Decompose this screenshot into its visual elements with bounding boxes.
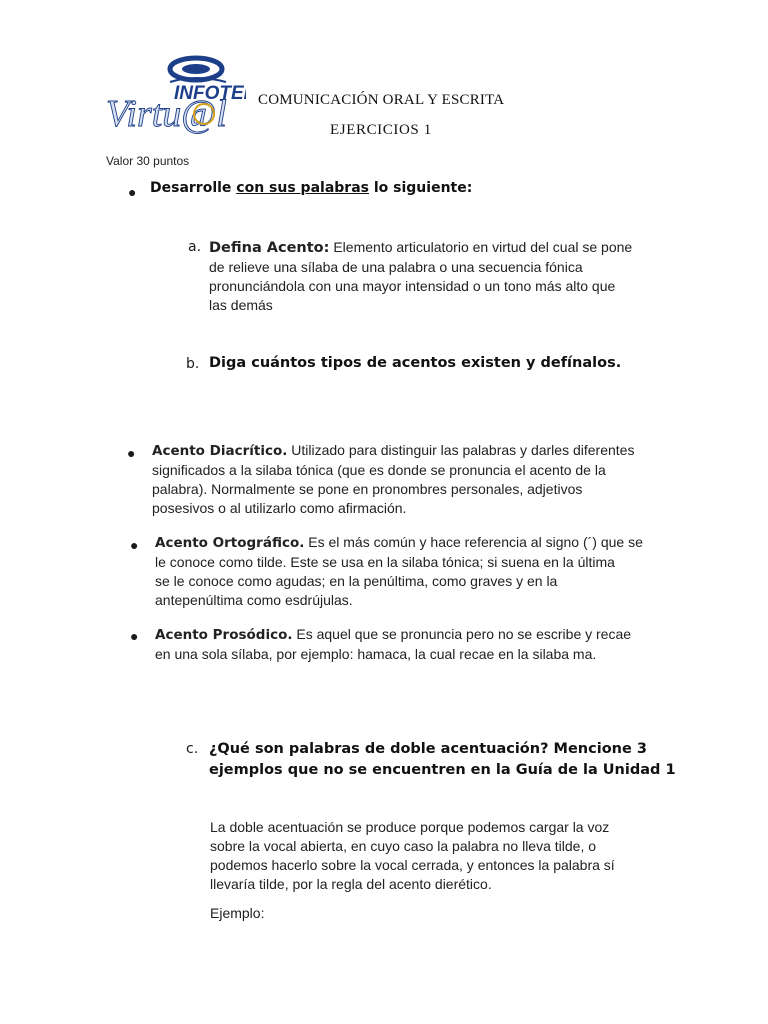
item-a-label: Defina Acento: <box>209 240 330 256</box>
item-a-block <box>209 238 679 315</box>
infotep-virtual-logo <box>104 52 246 136</box>
accent-line: Utilizado para distinguir las palabras y darles diferentes <box>291 442 635 458</box>
accent-line: significados a la silaba tónica (que es donde se pronuncia el acento de la <box>152 462 606 478</box>
instruction-post: lo siguiente: <box>368 180 473 196</box>
item-a-line-2: de relieve una sílaba de una palabra o una secuencia fónica <box>209 259 583 275</box>
item-a-letter: a. <box>188 239 202 255</box>
item-a-line-1: Elemento articulatorio en virtud del cual se pone <box>333 239 633 255</box>
accent-line: en una sola sílaba, por ejemplo: hamaca, la cual recae en la silaba ma. <box>155 646 597 662</box>
item-b-label: Diga cuántos tipos de acentos existen y defínalos. <box>209 355 622 371</box>
accent-name: Acento Diacrítico. <box>152 443 288 459</box>
accent-diacritico <box>152 441 672 518</box>
accent-line: Es aquel que se pronuncia pero no se escribe y recae <box>296 626 632 642</box>
answer-line: La doble acentuación se produce porque podemos cargar la voz <box>210 819 610 835</box>
answer-line: podemos hacerlo sobre la vocal cerrada, y entonces la palabra sí <box>210 857 615 873</box>
item-c-letter: c. <box>186 741 199 757</box>
accent-line: palabra). Normalmente se pone en pronombres personales, adjetivos <box>152 481 583 497</box>
logo-graphic <box>104 52 246 136</box>
item-a-line-4: las demás <box>209 297 273 313</box>
item-a-line-3: pronunciándola con una mayor intensidad o un tono más alto que <box>209 278 616 294</box>
document-subtitle: EJERCICIOS 1 <box>330 122 432 138</box>
accent-line: antepenúltima como esdrújulas. <box>155 592 353 608</box>
accent-line: se le conoce como agudas; en la penúltima, como graves y en la <box>155 573 558 589</box>
accent-ortografico <box>155 533 675 610</box>
item-c-question <box>209 739 676 781</box>
accent-name: Acento Prosódico. <box>155 627 293 643</box>
main-instruction <box>150 180 472 196</box>
accent-prosodico <box>155 625 675 664</box>
logo-top-text: INFOTE <box>174 83 244 104</box>
accent-name: Acento Ortográfico. <box>155 535 305 551</box>
accent-line: posesivos o al utilizarlo como afirmación. <box>152 500 407 516</box>
answer-line: llevaría tilde, por la regla del acento dierético. <box>210 876 492 892</box>
points-value: Valor 30 puntos <box>106 154 190 168</box>
answer-line: sobre la vocal abierta, en cuyo caso la palabra no lleva tilde, o <box>210 838 597 854</box>
document-title: COMUNICACIÓN ORAL Y ESCRITA <box>258 92 505 108</box>
bullet-icon: ● <box>128 184 137 200</box>
logo-bottom-text: Virtu@l <box>106 93 227 135</box>
item-c-answer <box>210 818 680 894</box>
item-b-letter: b. <box>186 356 200 372</box>
item-c-line-2: ejemplos que no se encuentren en la Guía de la Unidad 1 <box>209 762 676 778</box>
item-c-line-1: ¿Qué son palabras de doble acentuación? Mencione 3 <box>209 741 647 757</box>
bullet-icon: ● <box>127 445 136 461</box>
bullet-icon: ● <box>130 537 139 553</box>
instruction-pre: Desarrolle <box>150 180 237 196</box>
instruction-underlined: con sus palabras <box>236 180 369 196</box>
accent-line: le conoce como tilde. Este se usa en la silaba tónica; si suena en la última <box>155 554 615 570</box>
bullet-icon: ● <box>130 628 139 644</box>
accent-line: Es el más común y hace referencia al signo (´) que se <box>308 534 643 550</box>
example-label: Ejemplo: <box>210 905 265 921</box>
